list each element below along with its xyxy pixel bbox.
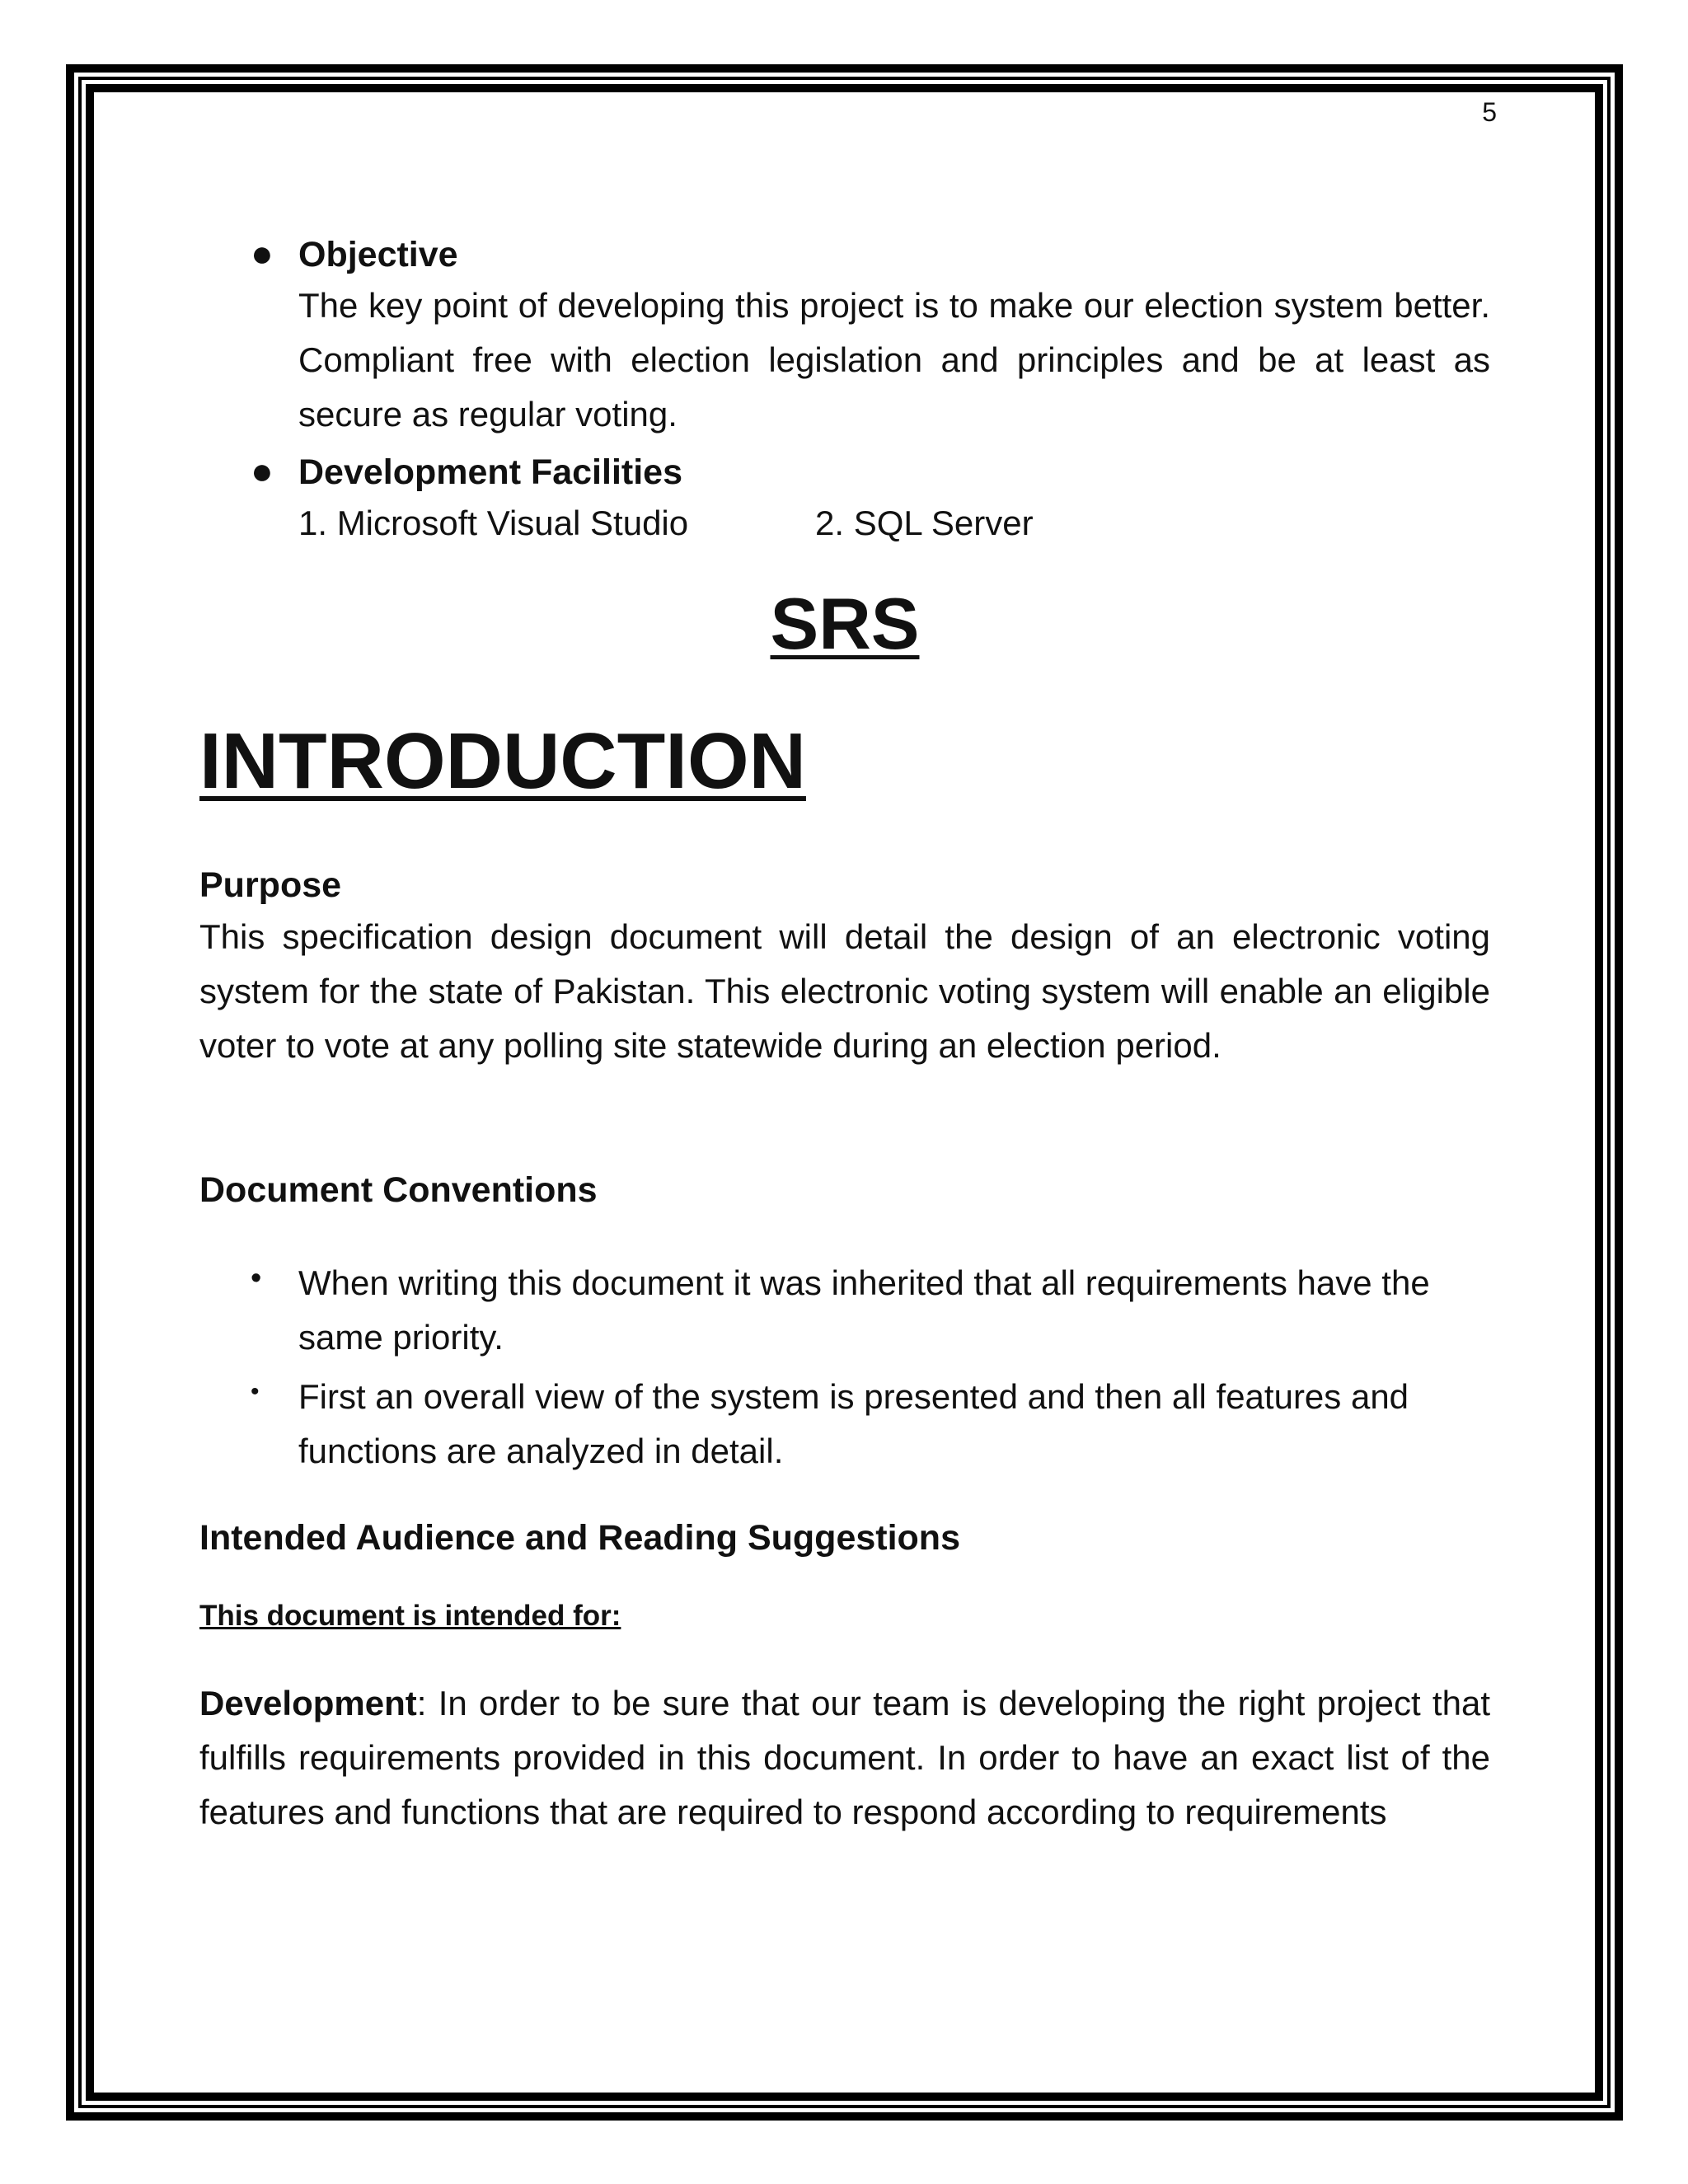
srs-title: SRS — [770, 583, 920, 664]
audience-heading: Intended Audience and Reading Suggestions — [199, 1518, 960, 1558]
conventions-bullet — [199, 1370, 1490, 1479]
objective-heading: Objective — [298, 235, 458, 274]
introduction-title: INTRODUCTION — [199, 717, 806, 805]
facilities-list — [298, 496, 1490, 551]
development-label: Development — [199, 1684, 417, 1722]
facility-item: 1. Microsoft Visual Studio — [298, 504, 689, 542]
facility-item: 2. SQL Server — [815, 504, 1034, 542]
development-paragraph — [199, 1676, 1490, 1840]
purpose-text: This specification design document will detail the design of an electronic voting system for the state of Pakistan. This electronic voting system will enable an eligible voter to vote at any polling site statewide during an election period. — [199, 917, 1490, 1065]
document-content — [199, 231, 1490, 1840]
bullet-icon: ● — [251, 449, 274, 492]
development-text: : In order to be sure that our team is developing the right project that fulfills requirements provided in this document. In order to have an exact list of the features and functions that are required to respond according to requirements — [199, 1684, 1490, 1831]
objective-section — [199, 231, 1490, 442]
objective-text: The key point of developing this project is to make our election system better. Compliant free with election legislation and principles and be at least as secure as regular voting. — [298, 286, 1490, 434]
bullet-icon: • — [251, 1261, 262, 1296]
bullet-icon: ● — [251, 232, 274, 274]
bullet-icon: • — [251, 1378, 260, 1405]
conventions-bullet — [199, 1256, 1490, 1365]
conventions-bullet-text: First an overall view of the system is presented and then all features and functions are analyzed in detail. — [298, 1377, 1409, 1470]
facilities-heading: Development Facilities — [298, 452, 682, 492]
purpose-heading: Purpose — [199, 865, 342, 905]
conventions-heading: Document Conventions — [199, 1170, 598, 1210]
conventions-bullet-text: When writing this document it was inherited that all requirements have the same priority. — [298, 1263, 1430, 1357]
intended-for-label: This document is intended for: — [199, 1600, 621, 1632]
facilities-section — [199, 448, 1490, 551]
page-number: 5 — [1482, 97, 1497, 127]
